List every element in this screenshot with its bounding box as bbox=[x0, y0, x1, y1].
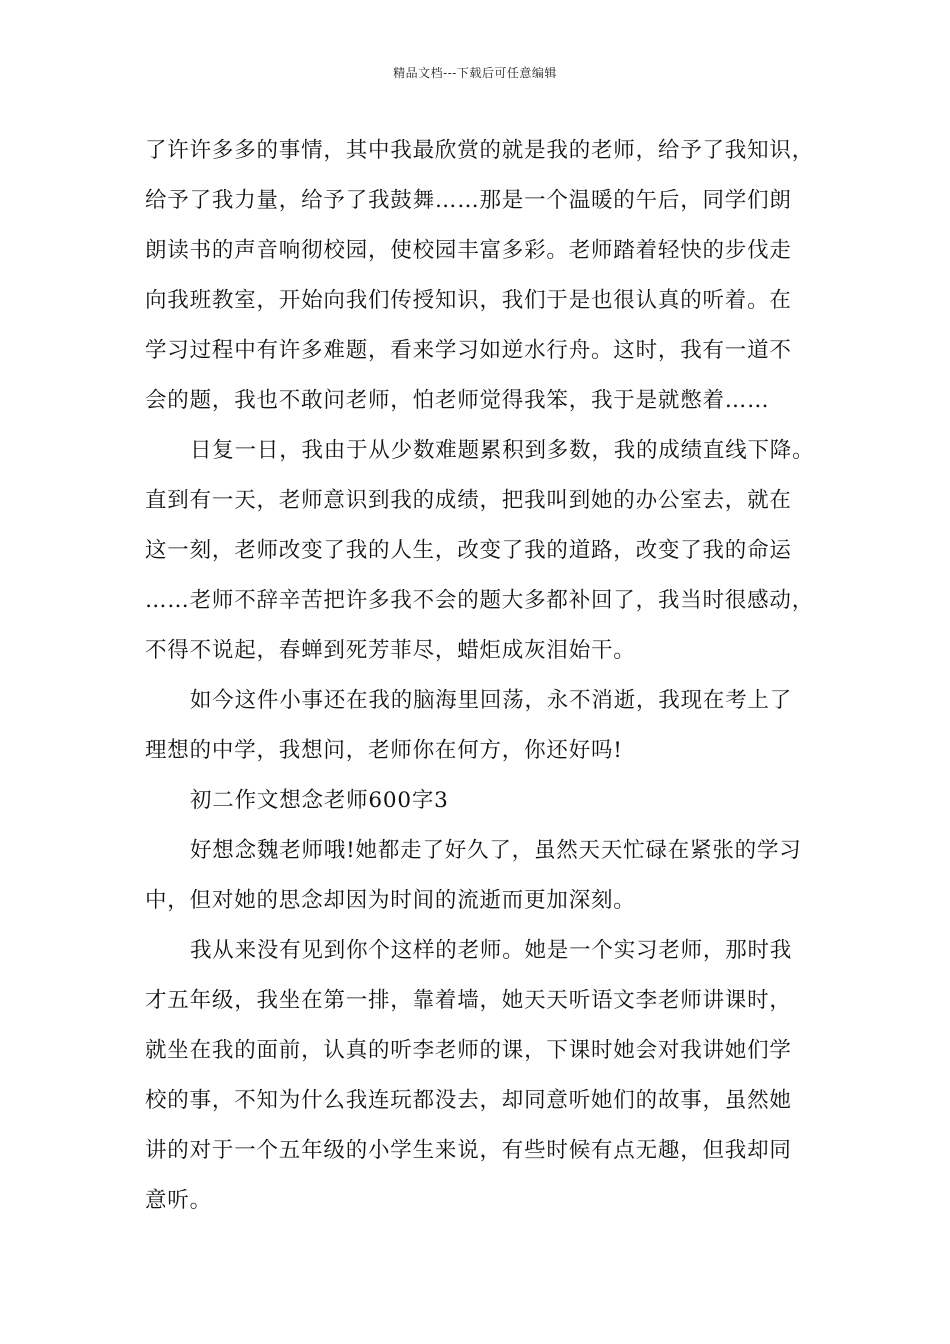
text-line: 就坐在我的面前，认真的听李老师的课，下课时她会对我讲她们学 bbox=[145, 1038, 792, 1063]
text-line: 意听。 bbox=[145, 1188, 212, 1213]
text-line: 了许许多多的事情，其中我最欣赏的就是我的老师，给予了我知识， bbox=[145, 138, 815, 163]
page-header: 精品文档---下载后可任意编辑 bbox=[393, 66, 557, 80]
text-line: 朗读书的声音响彻校园，使校园丰富多彩。老师踏着轻快的步伐走 bbox=[145, 238, 792, 263]
paragraph-start-line: 如今这件小事还在我的脑海里回荡，永不消逝，我现在考上了 bbox=[190, 688, 793, 713]
text-line: 这一刻，老师改变了我的人生，改变了我的道路，改变了我的命运 bbox=[145, 538, 792, 563]
section-title: 初二作文想念老师600字3 bbox=[190, 788, 449, 813]
text-line: 直到有一天，老师意识到我的成绩，把我叫到她的办公室去，就在 bbox=[145, 488, 792, 513]
text-line: 才五年级，我坐在第一排，靠着墙，她天天听语文李老师讲课时， bbox=[145, 988, 792, 1013]
text-line: 讲的对于一个五年级的小学生来说，有些时候有点无趣，但我却同 bbox=[145, 1138, 792, 1163]
paragraph-start-line: 日复一日，我由于从少数难题累积到多数，我的成绩直线下降。 bbox=[190, 438, 815, 463]
text-line: 给予了我力量，给予了我鼓舞……那是一个温暖的午后，同学们朗 bbox=[145, 188, 792, 213]
text-line: 理想的中学，我想问，老师你在何方，你还好吗! bbox=[145, 738, 623, 763]
text-line: 向我班教室，开始向我们传授知识，我们于是也很认真的听着。在 bbox=[145, 288, 792, 313]
text-line: 学习过程中有许多难题，看来学习如逆水行舟。这时，我有一道不 bbox=[145, 338, 792, 363]
text-line: 中，但对她的思念却因为时间的流逝而更加深刻。 bbox=[145, 888, 636, 913]
text-line: 会的题，我也不敢问老师，怕老师觉得我笨，我于是就憋着…… bbox=[145, 388, 770, 413]
paragraph-start-line: 我从来没有见到你个这样的老师。她是一个实习老师，那时我 bbox=[190, 938, 793, 963]
text-line: 不得不说起，春蝉到死芳菲尽，蜡炬成灰泪始干。 bbox=[145, 638, 636, 663]
text-line: ……老师不辞辛苦把许多我不会的题大多都补回了，我当时很感动， bbox=[145, 588, 815, 613]
paragraph-start-line: 好想念魏老师哦!她都走了好久了，虽然天天忙碌在紧张的学习 bbox=[190, 838, 802, 863]
text-line: 校的事，不知为什么我连玩都没去，却同意听她们的故事，虽然她 bbox=[145, 1088, 792, 1113]
